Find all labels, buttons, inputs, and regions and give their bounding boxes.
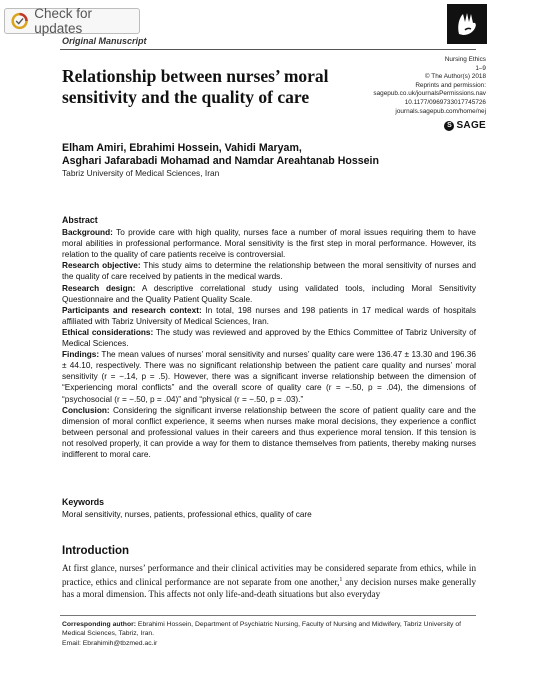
copyright: © The Author(s) 2018 <box>424 73 486 81</box>
keywords-heading: Keywords <box>62 497 105 507</box>
abstract-background: Background: To provide care with high quality, nurses face a number of moral issues requiring them to have moral abilities in professional performance. Moral sensitivity is the first step in moral performance. However, its relation to the quality of care patients receive is controversial. <box>62 228 476 260</box>
update-icon <box>11 12 28 30</box>
article-title: Relationship between nurses’ moral sensitivity and the quality of care <box>62 66 329 107</box>
journal-meta <box>373 56 486 116</box>
permissions-link[interactable]: sagepub.co.uk/journalsPermissions.nav <box>373 90 486 98</box>
sage-circle-icon: S <box>444 121 454 131</box>
keywords-text: Moral sensitivity, nurses, patients, professional ethics, quality of care <box>62 510 312 519</box>
author-list <box>62 142 482 168</box>
abstract-participants: Participants and research context: In total, 198 nurses and 198 patients in 17 medical wards of hospitals affiliated with Tabriz University of Medical Sciences, Iran. <box>62 305 476 326</box>
journal-logo-icon <box>447 4 487 44</box>
footnote-heading: Corresponding author: <box>62 621 137 628</box>
reprints-label: Reprints and permission: <box>415 81 486 89</box>
publisher-name: SAGE <box>456 120 486 131</box>
check-for-updates-button[interactable] <box>4 8 140 34</box>
introduction-heading: Introduction <box>62 545 130 557</box>
check-for-updates-label: Check for updates <box>34 6 92 36</box>
doi-link[interactable]: 10.1177/0969733017745726 <box>404 98 486 106</box>
publisher-logo <box>444 120 486 131</box>
footnote-divider <box>60 615 476 616</box>
abstract-conclusion: Conclusion: Considering the significant inverse relationship between the score of patient quality care and the dimension of moral conflict experience, it seems when nurses make moral decisions, they experience a conflict between personal and professional values in their careers and thus experience moral tension. If this tension is not resolved properly, it can provide a way for them to distance themselves from patients, thereby making nurses indifferent to moral care. <box>62 405 476 459</box>
affiliation: Tabriz University of Medical Sciences, Iran <box>62 168 220 178</box>
manuscript-type-label: Original Manuscript <box>62 36 147 46</box>
introduction-text: At first glance, nurses’ performance and their clinical activities may be considered separate from ethics, while in practice, ethics and clinical performance are not separate from one another,$^1$ any decision nurses make generally has a moral dimension. This affects not only life-and-death situations but also everyday <box>62 563 477 600</box>
reference-link[interactable]: 1 <box>339 577 343 584</box>
page-range: 1–9 <box>475 64 486 72</box>
keywords-section <box>62 497 476 520</box>
corresponding-author-footnote <box>62 620 476 648</box>
journal-name: Nursing Ethics <box>444 56 486 63</box>
footnote-text: Ebrahimi Hossein, Department of Psychiatric Nursing, Faculty of Nursing and Midwifery, Tabriz University of Medical Sciences, Tabriz, Iran. <box>62 621 462 638</box>
abstract-findings: Findings: The mean values of nurses’ moral sensitivity and nurses’ quality care were 136.47 ± 13.30 and 196.36 ± 44.10, respectively. There was no significant relationship between the patient care quality and nurses’ moral sensitivity (r = −.14, p = .5). However, there was a significant inverse relationship between the dimension of “Experiencing moral conflicts” and the overall score of quality care (r = −.50, p = .04), the dimensions of “psychosocial (r = −.50, p = .04)” and “physical (r = −.50, p = .03).” <box>62 350 476 404</box>
authors-line-1: Elham Amiri, Ebrahimi Hossein, Vahidi Maryam, <box>62 142 302 154</box>
abstract-ethics: Ethical considerations: The study was reviewed and approved by the Ethics Committee of Tabriz University of Medical Sciences. <box>62 327 476 349</box>
abstract-heading: Abstract <box>62 215 98 225</box>
authors-line-2: Asghari Jafarabadi Mohamad and Namdar Areahtanab Hossein <box>62 155 379 167</box>
header-divider <box>60 49 476 50</box>
abstract-section <box>62 215 476 460</box>
abstract-design: Research design: A descriptive correlational study using validated tools, including Moral Sensitivity Questionnaire and the Quality Patient Quality Scale. <box>62 283 477 304</box>
author-email-link[interactable]: Email: Ebrahimih@tbzmed.ac.ir <box>62 639 158 647</box>
abstract-objective: Research objective: This study aims to determine the relationship between the moral sensitivity of nurses and the quality of care received by patients in the medical wards. <box>62 261 476 282</box>
journal-link[interactable]: journals.sagepub.com/home/nej <box>395 107 486 115</box>
